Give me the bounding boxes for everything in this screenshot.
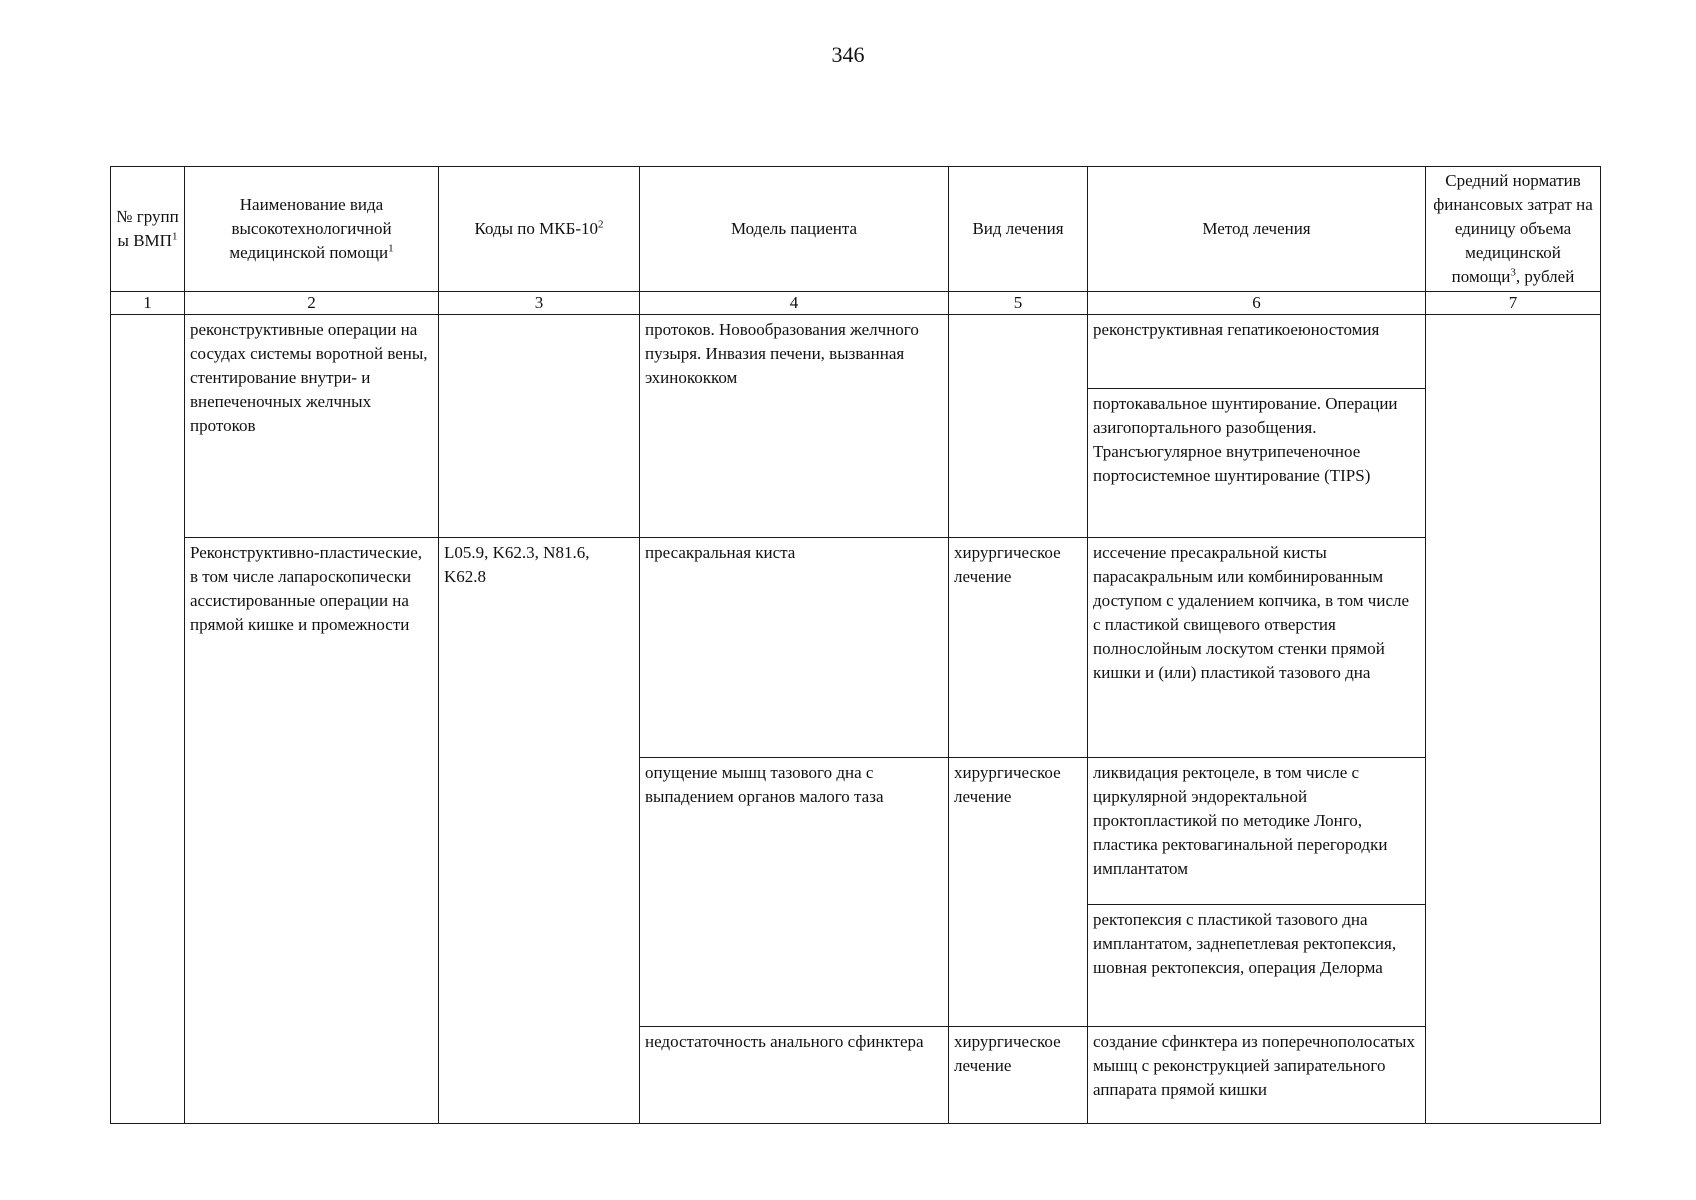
header-row [111, 167, 1601, 292]
treatment-method-cell: создание сфинктера из поперечнополосатых мышц с реконструкцией запирательного аппарата прямой кишки [1088, 1027, 1426, 1124]
patient-model-cell: протоков. Новообразования желчного пузыря. Инвазия печени, вызванная эхинококком [640, 315, 949, 538]
care-type-name-cell: Реконструктивно-пластические, в том числе лапароскопически ассистированные операции на прямой кишке и промежности [185, 538, 439, 1124]
page-number: 346 [831, 42, 865, 67]
patient-model-cell: опущение мышц тазового дна с выпадением органов малого таза [640, 758, 949, 1027]
vmp-table [110, 166, 1601, 1124]
column-number: 5 [949, 292, 1088, 315]
table-row [111, 315, 1601, 389]
patient-model-cell: пресакральная киста [640, 538, 949, 758]
table-row [111, 538, 1601, 758]
column-number: 3 [439, 292, 640, 315]
column-number: 6 [1088, 292, 1426, 315]
treatment-method-cell: ректопексия с пластикой тазового дна имплантатом, заднепетлевая ректопексия, шовная ректопексия, операция Делорма [1088, 905, 1426, 1027]
icd-codes-cell [439, 315, 640, 538]
header-group-number: № групп ы ВМП$^1$ [111, 167, 185, 292]
treatment-method-cell: портокавальное шунтирование. Операции азигопортального разобщения. Трансъюгулярное внутрипеченочное портосистемное шунтирование (TIPS) [1088, 389, 1426, 538]
treatment-method-cell: реконструктивная гепатикоеюностомия [1088, 315, 1426, 389]
treatment-type-cell: хирургическое лечение [949, 758, 1088, 1027]
header-treatment-method: Метод лечения [1088, 167, 1426, 292]
treatment-type-cell: хирургическое лечение [949, 1027, 1088, 1124]
group-number-cell [111, 315, 185, 1124]
header-patient-model: Модель пациента [640, 167, 949, 292]
treatment-method-cell: иссечение пресакральной кисты парасакральным или комбинированным доступом с удалением копчика, в том числе с пластикой свищевого отверстия полнослойным лоскутом стенки прямой кишки и (или) пластикой тазового дна [1088, 538, 1426, 758]
header-care-type-name: Наименование вида высокотехнологичной медицинской помощи$^1$ [185, 167, 439, 292]
header-treatment-type: Вид лечения [949, 167, 1088, 292]
treatment-method-cell: ликвидация ректоцеле, в том числе с циркулярной эндоректальной проктопластикой по методике Лонго, пластика ректовагинальной перегородки имплантатом [1088, 758, 1426, 905]
patient-model-cell: недостаточность анального сфинктера [640, 1027, 949, 1124]
column-number: 4 [640, 292, 949, 315]
cost-norm-cell [1426, 315, 1601, 1124]
header-icd-codes: Коды по МКБ-$10^2$ [439, 167, 640, 292]
column-number: 7 [1426, 292, 1601, 315]
column-number-row [111, 292, 1601, 315]
treatment-type-cell [949, 315, 1088, 538]
care-type-name-cell: реконструктивные операции на сосудах системы воротной вены, стентирование внутри- и внепеченочных желчных протоков [185, 315, 439, 538]
treatment-type-cell: хирургическое лечение [949, 538, 1088, 758]
header-cost-norm: Средний норматив финансовых затрат на единицу объема медицинской помощи$^3$, рублей [1426, 167, 1601, 292]
icd-codes-cell: L05.9, K62.3, N81.6, K62.8 [439, 538, 640, 1124]
column-number: 2 [185, 292, 439, 315]
column-number: 1 [111, 292, 185, 315]
